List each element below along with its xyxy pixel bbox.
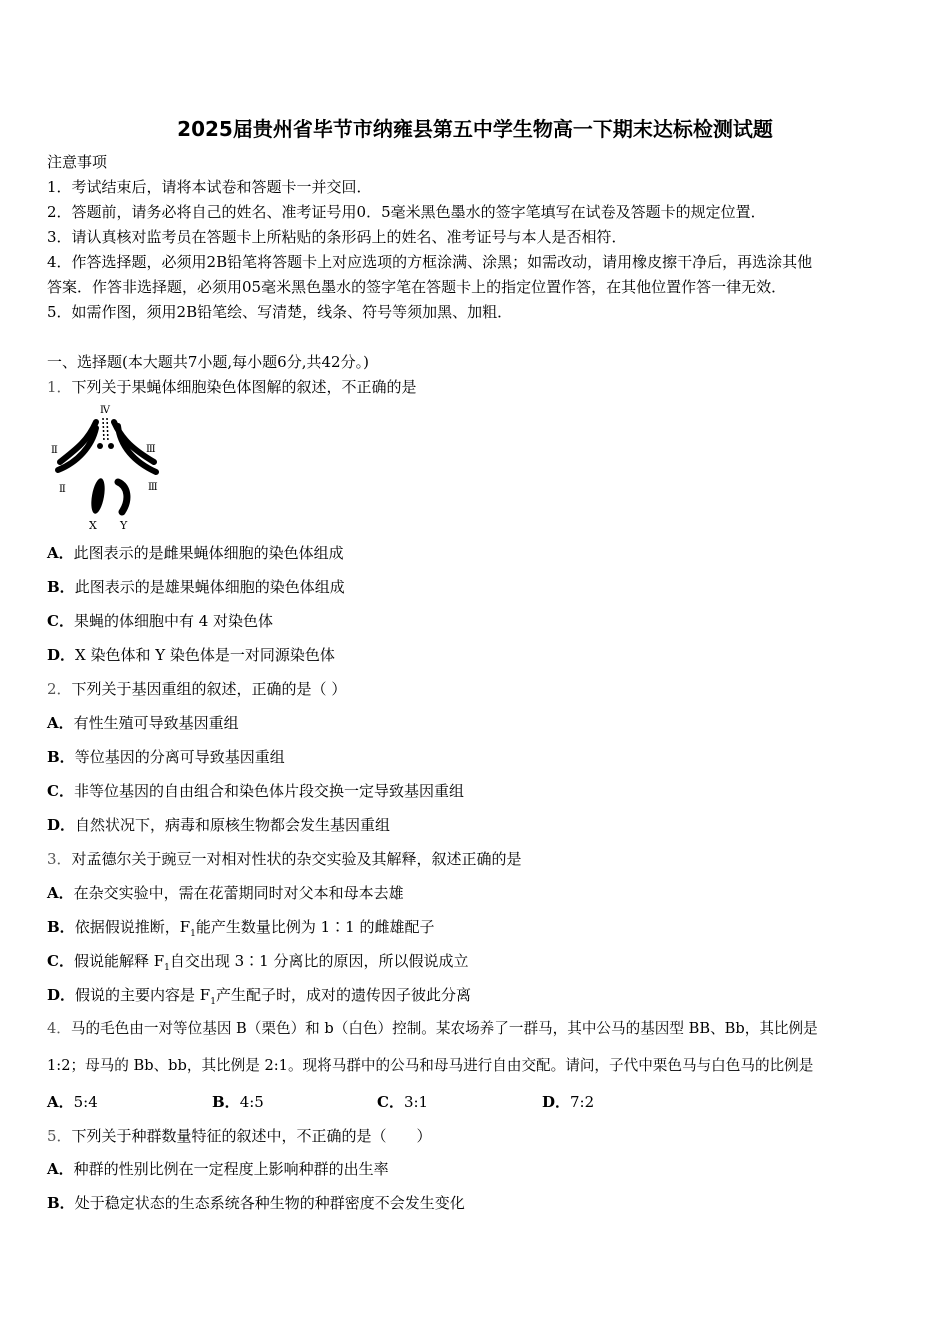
q2-option-b: B．等位基因的分离可导致基因重组 xyxy=(47,748,285,766)
question-3-stem: 3．对孟德尔关于豌豆一对相对性状的杂交实验及其解释，叙述正确的是 xyxy=(47,850,522,868)
question-number: 1． xyxy=(47,378,72,396)
q2-option-a: A．有性生殖可导致基因重组 xyxy=(47,714,239,732)
section-heading: 一、选择题(本大题共7小题,每小题6分,共42分。) xyxy=(47,353,369,371)
notice-item-4: 4．作答选择题，必须用2B铅笔将答题卡上对应选项的方框涂满、涂黑；如需改动，请用橡皮擦干净后，再选涂其他 xyxy=(47,253,813,271)
question-1-stem xyxy=(47,377,417,397)
chromosome-y xyxy=(118,482,127,512)
q3-option-b: B．依据假说推断，$F_1$能产生数量比例为 1∶1 的雌雄配子 xyxy=(47,918,435,939)
q1-option-a: A．此图表示的是雌果蝇体细胞的染色体组成 xyxy=(47,544,344,562)
q1-option-c: C．果蝇的体细胞中有 4 对染色体 xyxy=(47,612,274,630)
label-iii-bottom: Ⅲ xyxy=(148,482,158,493)
q5-option-a: A．种群的性别比例在一定程度上影响种群的出生率 xyxy=(47,1160,389,1178)
question-text: 下列关于果蝇体细胞染色体图解的叙述，不正确的是 xyxy=(71,378,417,396)
chromosome-iv-left xyxy=(103,418,104,442)
exam-title: 2025届贵州省毕节市纳雍县第五中学生物高一下期末达标检测试题 xyxy=(177,117,773,141)
label-ii-top: Ⅱ xyxy=(51,445,58,456)
chromosome-diagram xyxy=(48,400,168,534)
notice-heading: 注意事项 xyxy=(47,153,108,171)
q4-option-d: D．7:2 xyxy=(542,1093,595,1111)
centromere-left xyxy=(97,443,103,449)
q1-option-b: B．此图表示的是雄果蝇体细胞的染色体组成 xyxy=(47,578,345,596)
label-ii-bottom: Ⅱ xyxy=(59,484,66,495)
notice-item-1: 1．考试结束后，请将本试卷和答题卡一并交回． xyxy=(47,178,372,196)
q3-option-c: C．假说能解释 $F_1$自交出现 3∶1 分离比的原因，所以假说成立 xyxy=(47,952,469,973)
label-iii-top: Ⅲ xyxy=(146,444,156,455)
question-5-stem: 5．下列关于种群数量特征的叙述中，不正确的是（ ） xyxy=(47,1127,432,1145)
chromosome-x xyxy=(89,477,107,515)
notice-item-5: 5．如需作图，须用2B铅笔绘、写清楚，线条、符号等须加黑、加粗． xyxy=(47,303,513,321)
centromere-right xyxy=(108,443,114,449)
label-x: X xyxy=(89,519,97,532)
notice-item-3: 3．请认真核对监考员在答题卡上所粘贴的条形码上的姓名、准考证号与本人是否相符． xyxy=(47,228,627,246)
q3-option-a: A．在杂交实验中，需在花蕾期同时对父本和母本去雄 xyxy=(47,884,404,902)
question-4-stem-line1: 4．马的毛色由一对等位基因 B（栗色）和 b（白色）控制。某农场养了一群马，其中公马的基因型 BB、Bb，其比例是 xyxy=(47,1020,818,1037)
notice-item-4-cont: 答案．作答非选择题，必须用05毫米黑色墨水的签字笔在答题卡上的指定位置作答，在其他位置作答一律无效． xyxy=(47,278,787,296)
q4-option-b: B．4:5 xyxy=(212,1093,264,1111)
label-iv: Ⅳ xyxy=(100,405,110,416)
q5-option-b: B．处于稳定状态的生态系统各种生物的种群密度不会发生变化 xyxy=(47,1194,465,1212)
q3-option-d: D．假说的主要内容是 $F_1$产生配子时，成对的遗传因子彼此分离 xyxy=(47,986,471,1007)
q2-option-d: D．自然状况下，病毒和原核生物都会发生基因重组 xyxy=(47,816,391,834)
question-4-stem-line2: 1:2；母马的 Bb、bb，其比例是 2:1。现将马群中的公马和母马进行自由交配。请问，子代中栗色马与白色马的比例是 xyxy=(47,1057,814,1074)
q2-option-c: C．非等位基因的自由组合和染色体片段交换一定导致基因重组 xyxy=(47,782,464,800)
chromosome-iv-right xyxy=(107,418,108,442)
q1-option-d: D．X 染色体和 Y 染色体是一对同源染色体 xyxy=(47,646,335,664)
label-y: Y xyxy=(120,519,128,532)
q4-option-c: C．3:1 xyxy=(377,1093,429,1111)
question-2-stem: 2．下列关于基因重组的叙述，正确的是（ ） xyxy=(47,680,347,698)
notice-item-2: 2．答题前，请务必将自己的姓名、准考证号用0．5毫米黑色墨水的签字笔填写在试卷及答题卡的规定位置． xyxy=(47,203,766,221)
q4-option-a: A．5:4 xyxy=(47,1093,98,1111)
